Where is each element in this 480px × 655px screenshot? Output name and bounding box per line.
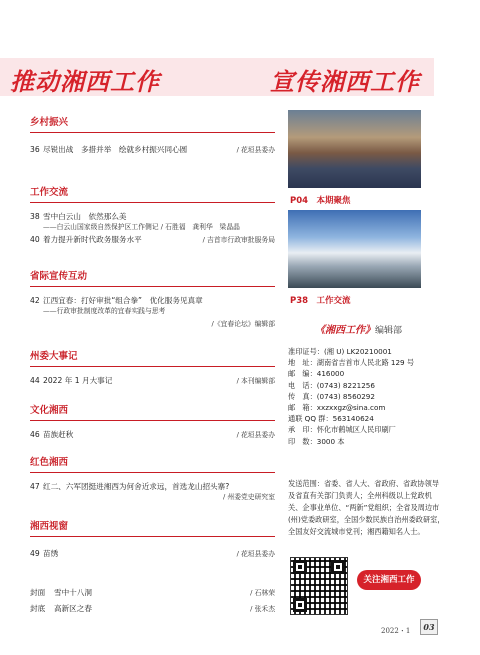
- page-number: 36: [30, 145, 40, 154]
- qr-finder: [331, 560, 345, 574]
- toc-entry[interactable]: [30, 296, 275, 306]
- section-title: 湘西视窗: [30, 521, 69, 532]
- issue-date: 2022・1: [381, 627, 411, 635]
- table-of-contents: [30, 116, 275, 614]
- entry-title: 苗绣: [43, 549, 59, 558]
- cover-author: / 石林荣: [250, 589, 275, 597]
- toc-entry[interactable]: [30, 482, 275, 492]
- cover-credit: [30, 588, 275, 598]
- toc-entry[interactable]: [30, 212, 275, 222]
- section-divider: [30, 472, 275, 473]
- cover-label: 封面: [30, 588, 46, 597]
- qr-finder: [293, 598, 307, 612]
- toc-entry[interactable]: [30, 145, 275, 155]
- banner-title-right: 宣传湘西工作: [270, 67, 420, 96]
- section-window: [30, 520, 275, 582]
- section-divider: [30, 202, 275, 203]
- entry-author: / 吉首市行政审批服务局: [202, 236, 275, 244]
- qr-code[interactable]: [290, 557, 348, 615]
- section-title: 州委大事记: [30, 351, 78, 362]
- info-row: 地 址：湖南省吉首市人民北路 129 号: [288, 358, 415, 368]
- section-divider: [30, 132, 275, 133]
- info-row: 准印证号：(湘 U) LK20210001: [288, 347, 392, 356]
- cover-credits: [30, 588, 275, 614]
- entry-author: / 本刊编辑部: [236, 377, 275, 385]
- page-number: 40: [30, 235, 40, 244]
- section-title: 工作交流: [30, 187, 69, 198]
- info-row: 承 印：怀化市鹤城区人民印刷厂: [288, 425, 396, 435]
- entry-title: 2022 年 1 月大事记: [43, 376, 113, 385]
- entry-author: / 花垣县委办: [236, 146, 275, 154]
- section-title: 红色湘西: [30, 457, 69, 468]
- info-row: 印 数：3000 本: [288, 436, 345, 446]
- cover-title: 高新区之春: [54, 604, 92, 613]
- entry-author: / 州委党史研究室: [222, 493, 275, 501]
- cover-label: 封底: [30, 604, 46, 613]
- section-divider: [30, 366, 275, 367]
- info-row: 电 话：(0743) 8221256: [288, 380, 375, 390]
- page-number: 42: [30, 296, 40, 305]
- toc-entry[interactable]: [30, 376, 275, 386]
- toc-entry[interactable]: [30, 549, 275, 559]
- toc-entry[interactable]: [30, 430, 275, 440]
- entry-author: / 花垣县委办: [236, 431, 275, 439]
- page-number: 47: [30, 482, 40, 491]
- entry-subtitle: ——行政审批制度改革的宜春实践与思考: [43, 307, 166, 315]
- section-title: 乡村振兴: [30, 117, 69, 128]
- section-culture: [30, 404, 275, 456]
- entry-title: 着力提升新时代政务服务水平: [43, 235, 142, 244]
- photo-caption: P38 工作交流: [290, 296, 351, 306]
- section-title: 文化湘西: [30, 405, 69, 416]
- page-number-box: 03: [420, 619, 438, 635]
- entry-title: 尽锐出战 多措并举 绘就乡村振兴同心圆: [43, 145, 188, 154]
- info-row: 邮 编：416000: [288, 369, 345, 379]
- follow-badge[interactable]: 关注湘西工作: [357, 570, 421, 590]
- page-number: 49: [30, 549, 40, 558]
- photo-caption: P04 本期聚焦: [290, 196, 351, 206]
- snow-mountain-photo[interactable]: [288, 210, 421, 288]
- publication-info: [288, 346, 448, 447]
- magazine-logo: 《湘西工作》: [315, 325, 375, 336]
- entry-author: /《宜春论坛》编辑部: [211, 320, 275, 328]
- entry-title: 雪中白云山 依然那么美: [43, 212, 127, 221]
- section-red-history: [30, 456, 275, 520]
- section-divider: [30, 286, 275, 287]
- qr-finder: [293, 560, 307, 574]
- masthead: [315, 321, 402, 336]
- section-title: 省际宣传互动: [30, 271, 88, 282]
- entry-title: 红二、六军团挺进湘西为何舍近求远，首选龙山招头寨?: [43, 482, 230, 491]
- toc-entry[interactable]: [30, 235, 275, 245]
- info-row: 通联 QQ 群：563140624: [288, 414, 374, 424]
- distribution-range: 发送范围：省委、省人大、省政府、省政协领导及省直有关部门负责人；全州科级以上党政机关、企事业单位、“两新”党组织；全省及周边市(州)党委政研室，全国少数民族自治州委政研室，全国友好交流城市党刊；湘西籍知名人士。: [288, 479, 445, 536]
- entry-title: 江西宜春：打好审批“组合拳” 优化服务见真章: [43, 296, 203, 305]
- entry-author: / 花垣县委办: [236, 550, 275, 558]
- section-divider: [30, 420, 275, 421]
- banner-title-left: 推动湘西工作: [10, 67, 160, 96]
- cover-author: / 张禾杰: [250, 605, 275, 613]
- section-rural-revitalization: [30, 116, 275, 186]
- page-number: 44: [30, 376, 40, 385]
- info-row: 传 真：(0743) 8560292: [288, 391, 375, 401]
- masthead-suffix: 编辑部: [375, 326, 403, 336]
- entry-title: 苗族赶秋: [43, 430, 74, 439]
- section-divider: [30, 536, 275, 537]
- section-work-exchange: [30, 186, 275, 270]
- cover-credit: [30, 604, 275, 614]
- section-prefecture-events: [30, 350, 275, 404]
- page-number: 46: [30, 430, 40, 439]
- section-interprovincial: [30, 270, 275, 350]
- cover-title: 雪中十八洞: [54, 588, 92, 597]
- meeting-photo[interactable]: [288, 110, 421, 188]
- info-row: 邮 箱：xxzxxgz@sina.com: [288, 403, 386, 413]
- entry-subtitle: ——白云山国家级自然保护区工作侧记 / 石胜福 龚利华 梁晶晶: [43, 223, 240, 231]
- page-number: 38: [30, 212, 40, 221]
